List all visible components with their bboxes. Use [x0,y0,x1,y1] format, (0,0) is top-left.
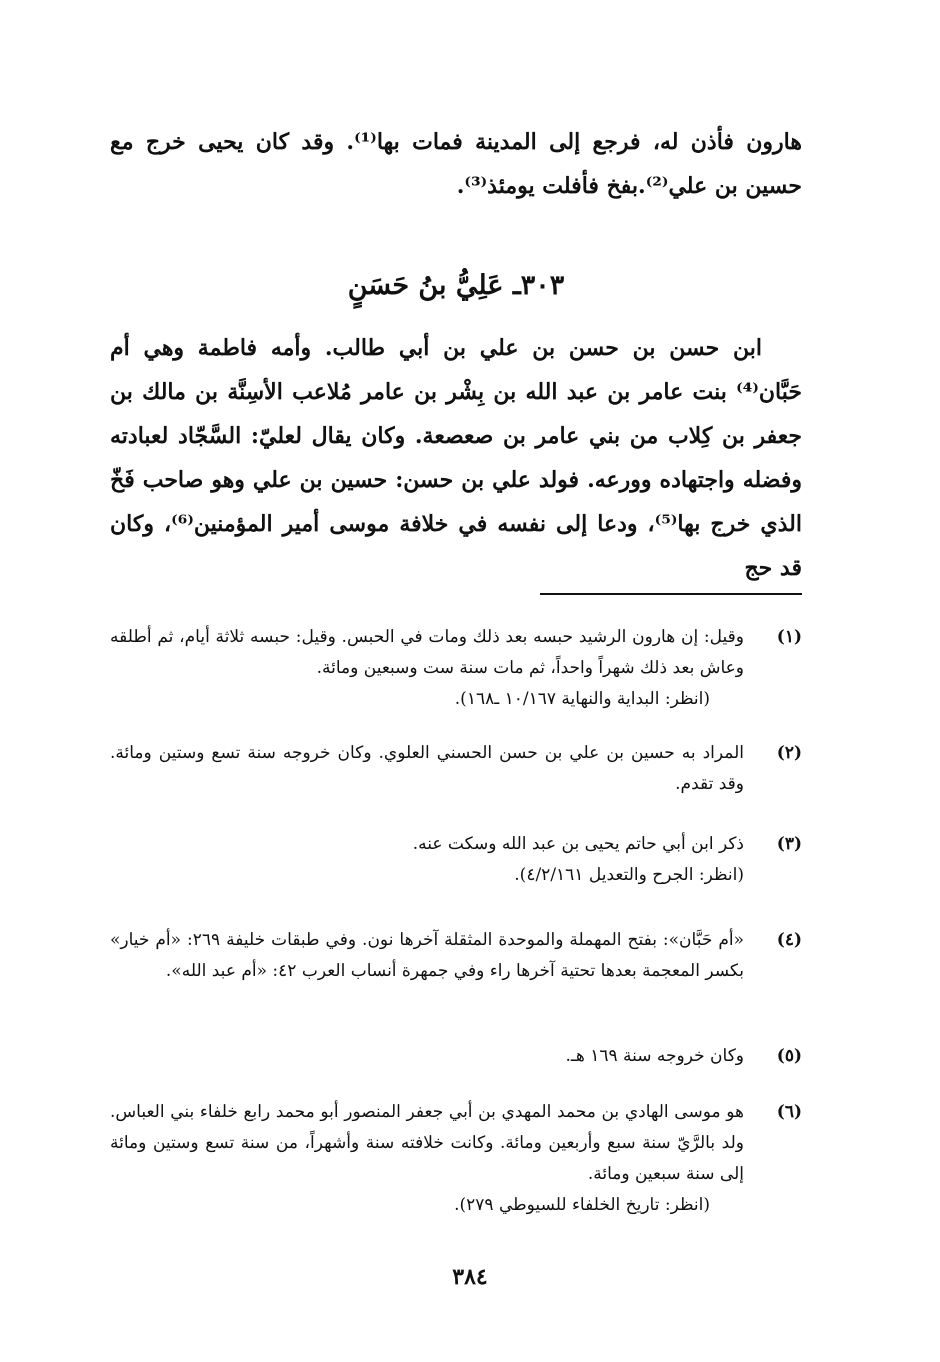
footnote-text: المراد به حسين بن علي بن حسن الحسني العلوي. وكان خروجه سنة تسع وستين ومائة. وقد تقدم. [110,743,744,794]
footnote-text: «أم حَبَّان»: بفتح المهملة والموحدة المثقلة آخرها نون. وفي طبقات خليفة ٢٦٩: «أم خيار» بكسر المعجمة بعدها تحتية آخرها راء وفي جمهرة أنساب العرب ٤٢: «أم عبد الله». [110,930,744,981]
footnote-reference: (انظر: تاريخ الخلفاء للسيوطي ٢٧٩). [454,1195,710,1215]
entry-body-paragraph: ابن حسن بن حسن بن علي بن أبي طالب. وأمه فاطمة وهي أم حَبَّان⁽⁴⁾ بنت عامر بن عبد الله بن بِشْر بن عامر مُلاعب الأسِنَّة بن مالك بن جعفر بن كِلاب من بني عامر بن صعصعة. وكان يقال لعليّ: السَّجّاد لعبادته وفضله واجتهاده وورعه. فولد علي بن حسن: حسين بن علي وهو صاحب فَخّ الذي خرج بها⁽⁵⁾، ودعا إلى نفسه في خلافة موسى أمير المؤمنين⁽⁶⁾، وكان قد حج [110,335,802,581]
footnote-text: وكان خروجه سنة ١٦٩ هـ. [565,1046,744,1066]
footnote-number: (٦) [776,1102,802,1122]
footnote-reference: (انظر: الجرح والتعديل ٤/٢/١٦١). [514,865,744,885]
footnote-text: وقيل: إن هارون الرشيد حبسه بعد ذلك ومات في الحبس. وقيل: حبسه ثلاثة أيام، ثم أطلقه وعاش بعد ذلك شهراً واحداً، ثم مات سنة ست وسبعين ومائة. [110,627,744,678]
footnote-4 [110,925,802,987]
footnote-1 [110,622,802,715]
footnote-reference: (انظر: البداية والنهاية ١٠/١٦٧ ـ١٦٨). [454,689,710,709]
footnote-number: (٣) [776,834,802,854]
footnote-number: (١) [776,627,802,647]
footnote-number: (٢) [776,743,802,763]
footnote-2 [110,738,802,800]
entry-heading: ٣٠٣ـ عَلِيُّ بنُ حَسَنٍ [347,270,565,301]
footnote-text: ذكر ابن أبي حاتم يحيى بن عبد الله وسكت عنه. [412,834,744,854]
footnote-3 [110,829,802,891]
footnote-6 [110,1097,802,1221]
footnote-text: هو موسى الهادي بن محمد المهدي بن أبي جعفر المنصور أبو محمد رابع خلفاء بني العباس. ولد بالرَّيّ سنة سبع وأربعين ومائة. وكانت خلافته سنة وأشهراً، من سنة تسع وستين ومائة إلى سنة سبعين ومائة. [110,1102,744,1184]
page-number: ٣٨٤ [452,1264,488,1290]
footnote-number: (٥) [776,1046,802,1066]
footnote-separator [540,593,802,595]
footnote-number: (٤) [776,930,802,950]
footnote-5 [110,1041,802,1072]
continuation-paragraph: هارون فأذن له، فرجع إلى المدينة فمات بها⁽¹⁾. وقد كان يحيى خرج مع حسين بن علي⁽²⁾.بفخ فأفلت يومئذ⁽³⁾. [110,129,802,199]
